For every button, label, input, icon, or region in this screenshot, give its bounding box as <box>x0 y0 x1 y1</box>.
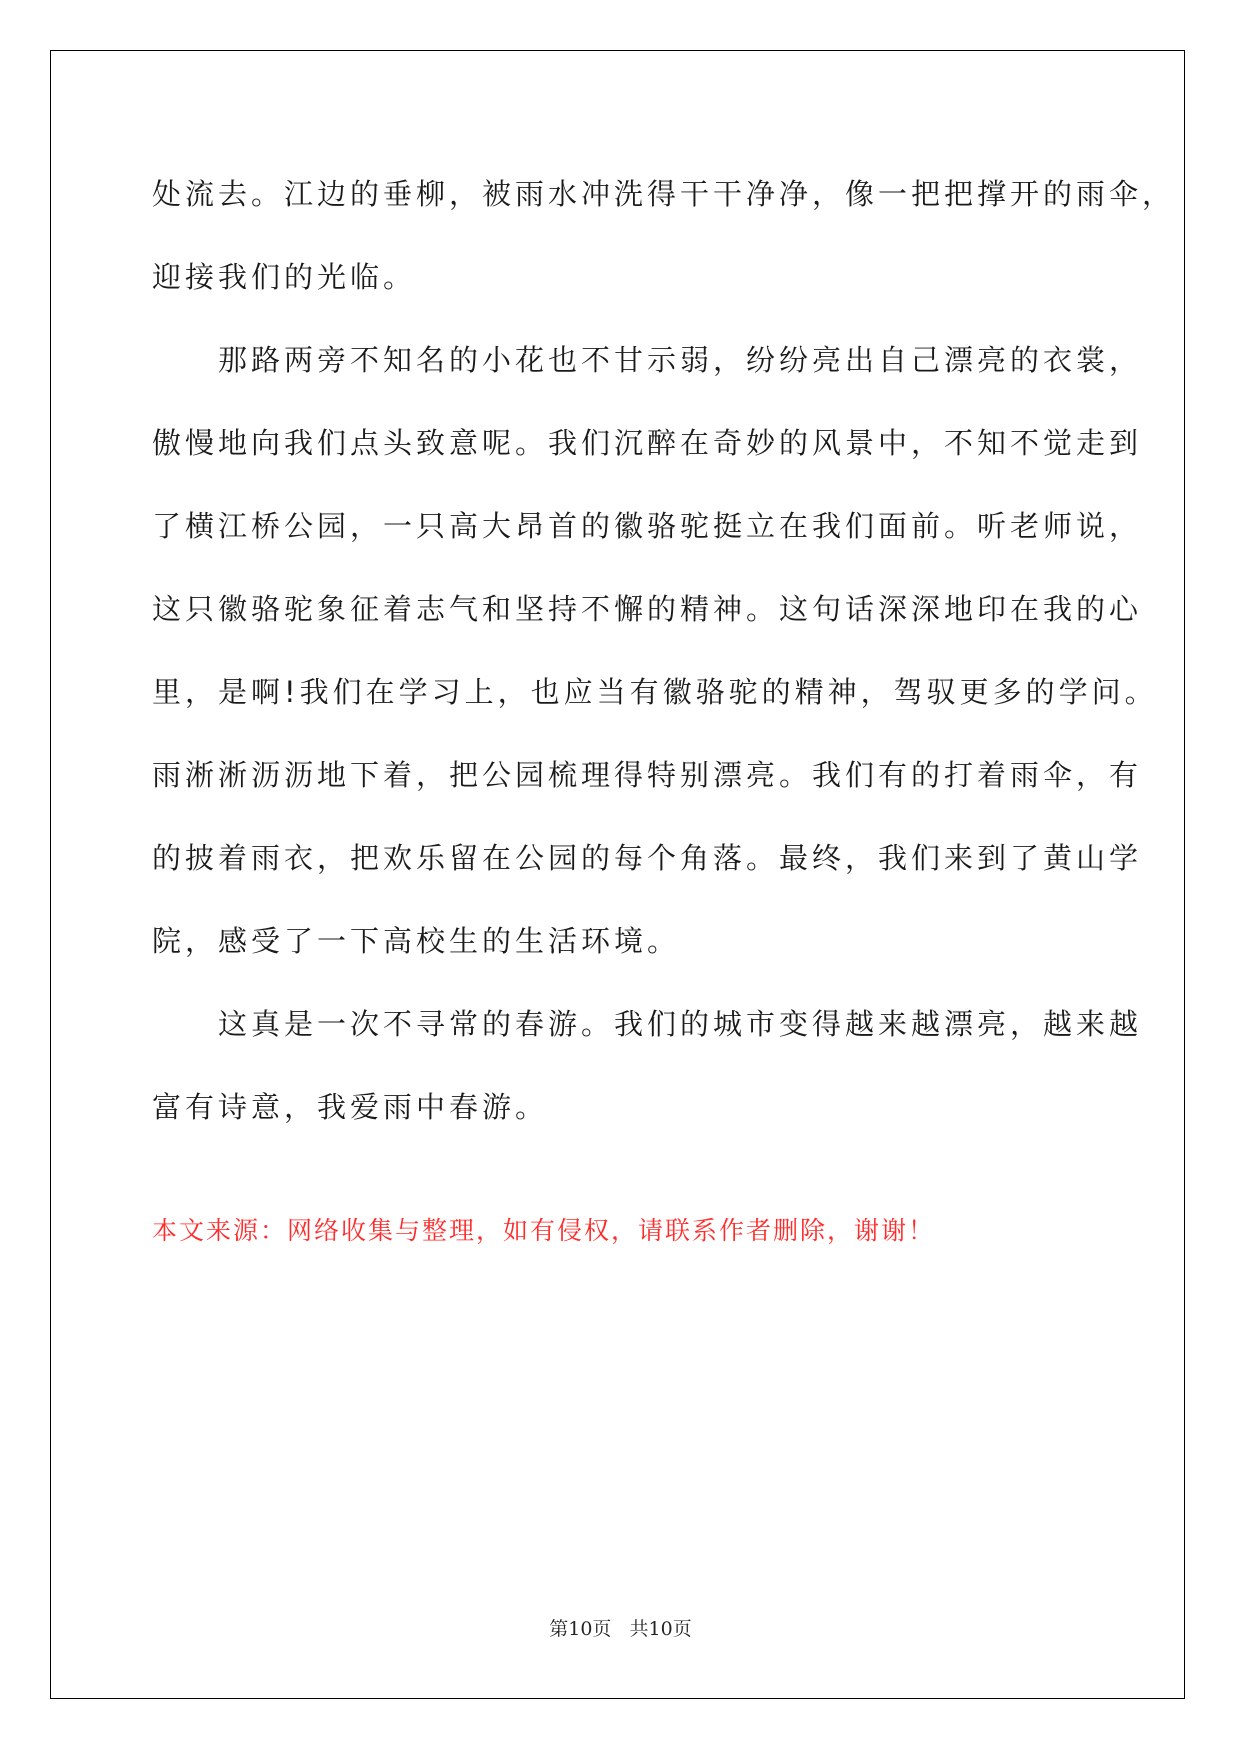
text-line: 富有诗意，我爱雨中春游。 <box>152 1090 549 1124</box>
text-line: 迎接我们的光临。 <box>152 260 417 294</box>
text-line: 傲慢地向我们点头致意呢。我们沉醉在奇妙的风景中，不知不觉走到 <box>152 426 1143 460</box>
source-note: 本文来源：网络收集与整理，如有侵权，请联系作者删除，谢谢！ <box>152 1216 936 1245</box>
text-line: 里，是啊!我们在学习上，也应当有徽骆驼的精神，驾驭更多的学问。 <box>152 675 1158 709</box>
text-line: 这真是一次不寻常的春游。我们的城市变得越来越漂亮，越来越 <box>152 1007 1143 1041</box>
text-line: 这只徽骆驼象征着志气和坚持不懈的精神。这句话深深地印在我的心 <box>152 592 1143 626</box>
text-line: 处流去。江边的垂柳，被雨水冲洗得干干净净，像一把把撑开的雨伞， <box>152 177 1176 211</box>
text-line: 的披着雨衣，把欢乐留在公园的每个角落。最终，我们来到了黄山学 <box>152 841 1143 875</box>
document-body <box>152 153 1176 1149</box>
page-footer: 第10页 共10页 <box>549 1618 692 1640</box>
text-line: 那路两旁不知名的小花也不甘示弱，纷纷亮出自己漂亮的衣裳， <box>152 343 1143 377</box>
text-line: 院，感受了一下高校生的生活环境。 <box>152 924 681 958</box>
text-line: 雨淅淅沥沥地下着，把公园梳理得特别漂亮。我们有的打着雨伞，有 <box>152 758 1143 792</box>
text-line: 了横江桥公园，一只高大昂首的徽骆驼挺立在我们面前。听老师说， <box>152 509 1143 543</box>
